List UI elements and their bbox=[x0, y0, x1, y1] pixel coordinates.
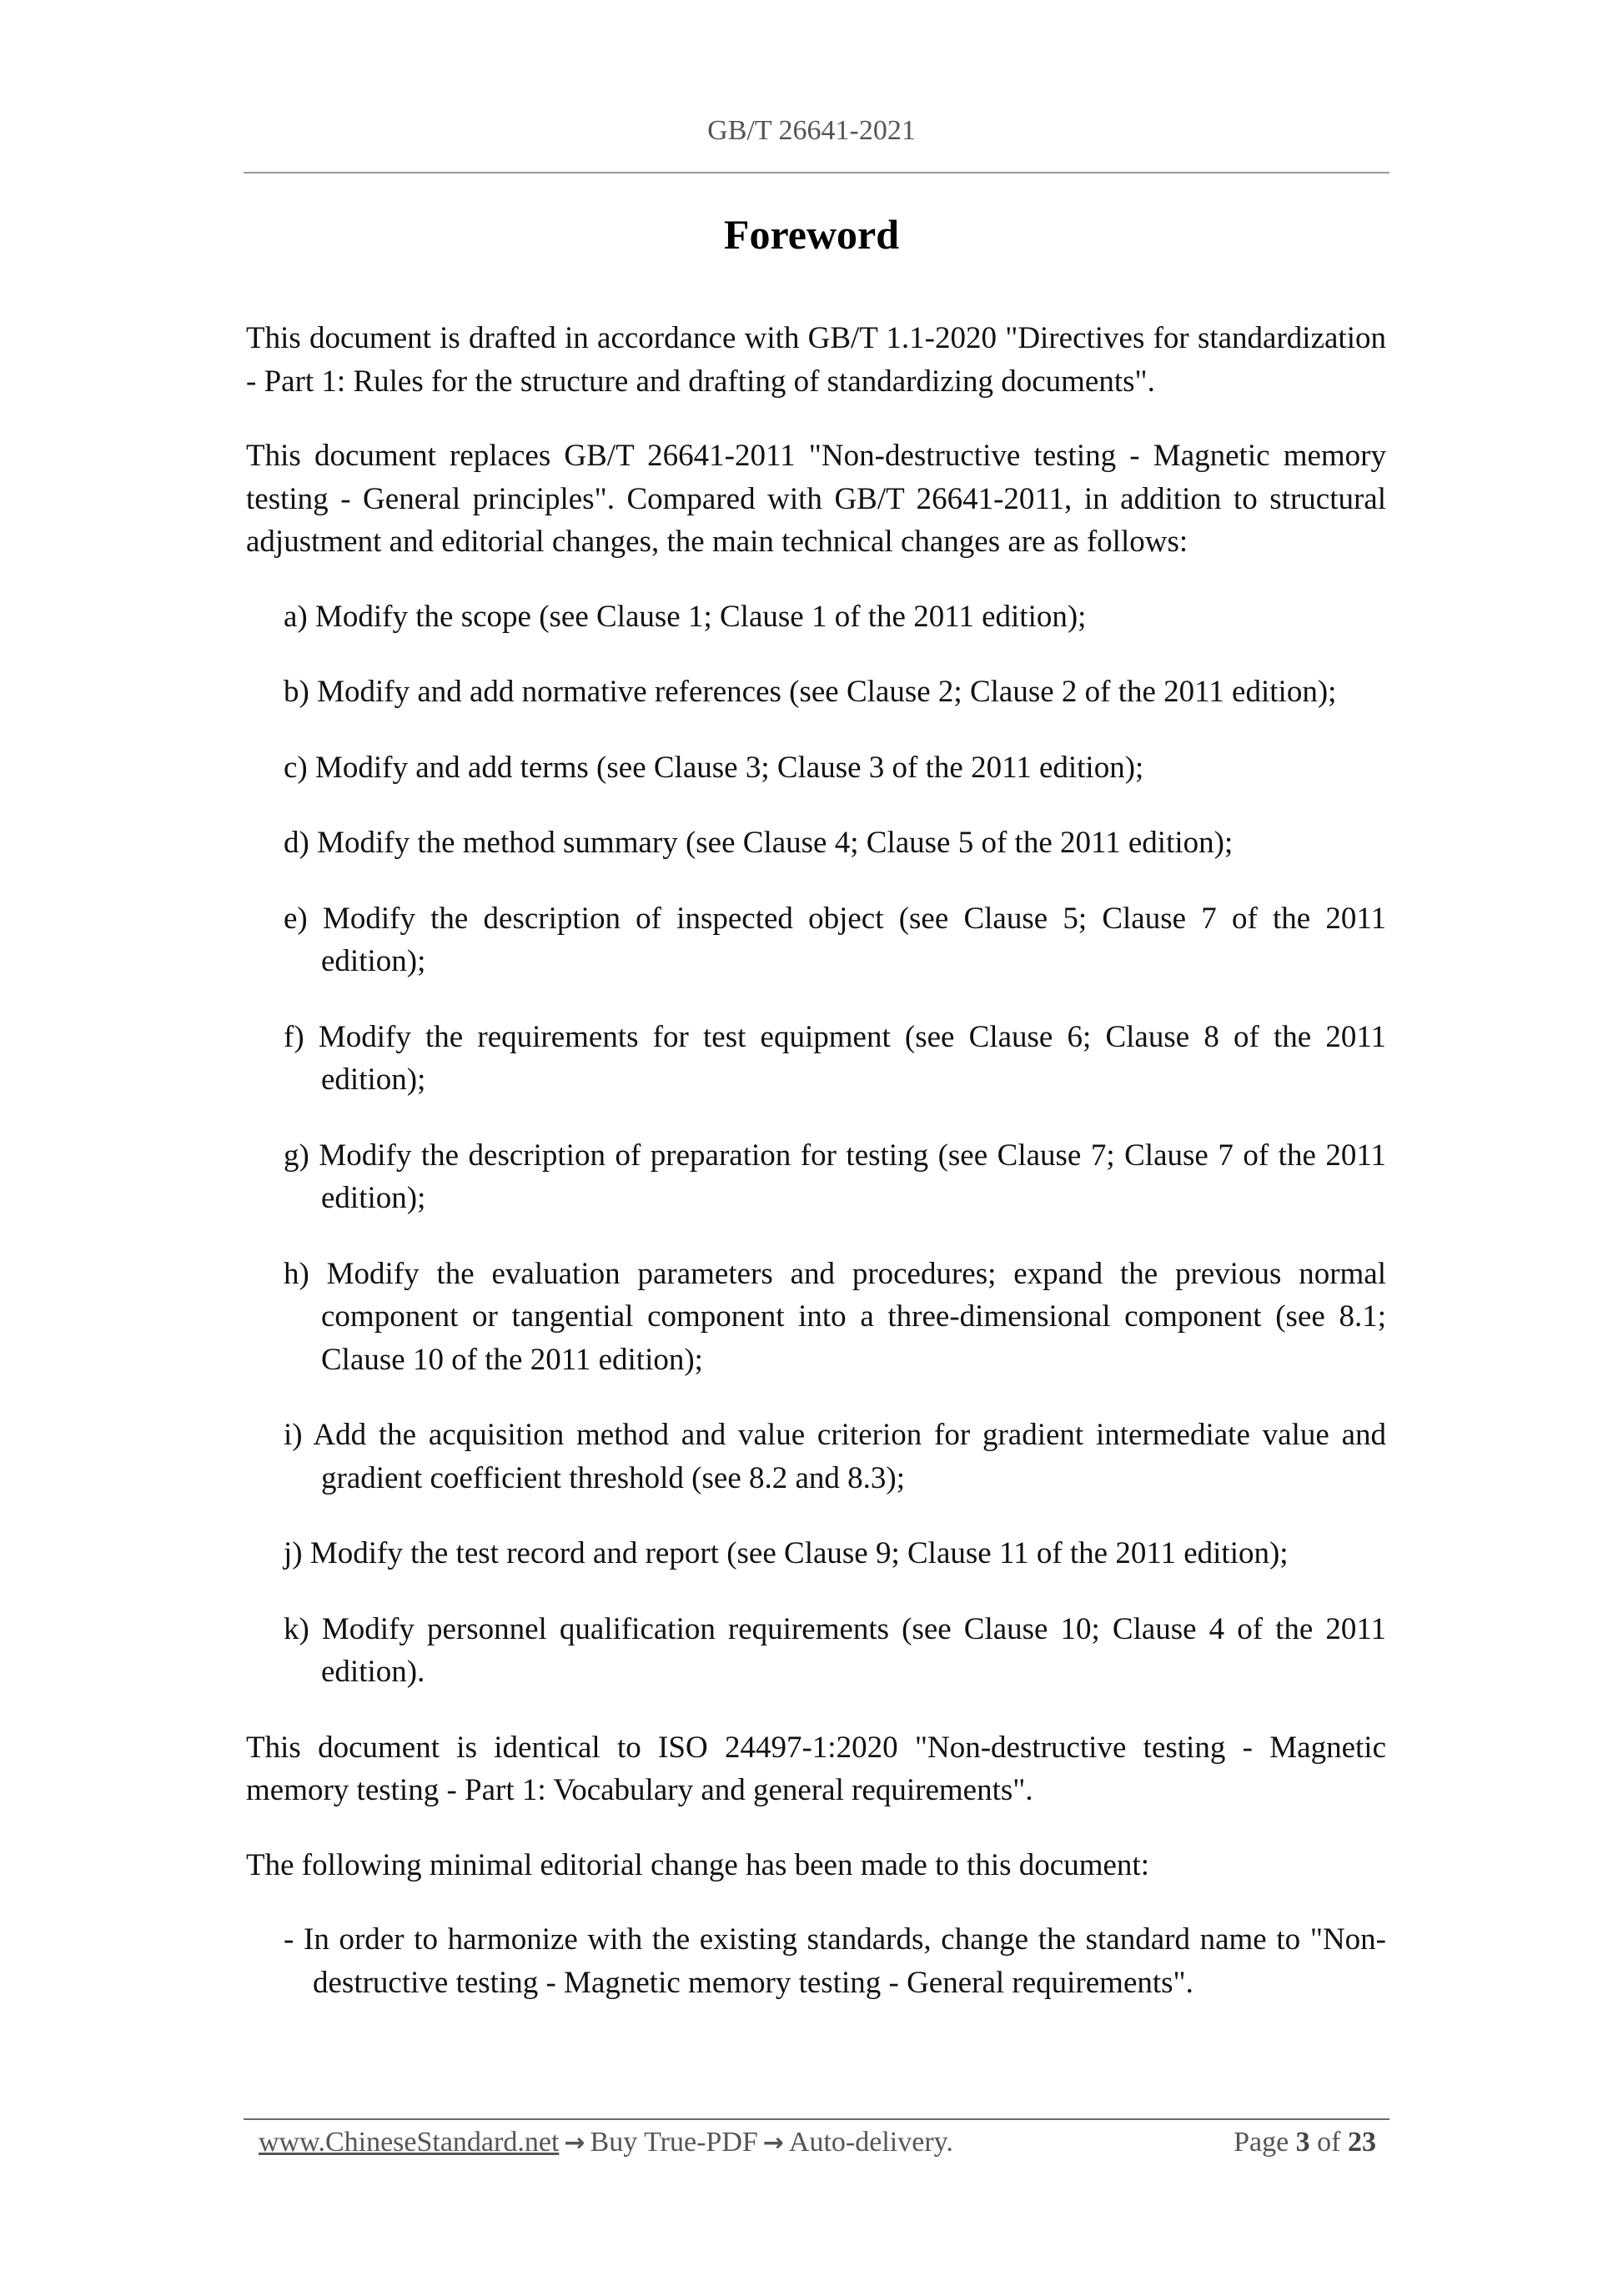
paragraph-iso-identity: This document is identical to ISO 24497-1:2020 "Non-destructive testing - Magnetic memory testing - Part 1: Vocabulary and general requirements". bbox=[246, 1730, 1386, 1807]
list-label: b) bbox=[284, 675, 309, 709]
list-item bbox=[246, 746, 1386, 790]
list-item bbox=[246, 1016, 1386, 1102]
page-total: 23 bbox=[1348, 2127, 1376, 2158]
footer-step-buy: Buy True-PDF bbox=[590, 2127, 758, 2158]
list-item bbox=[246, 821, 1386, 865]
dash-bullet: - bbox=[284, 1922, 294, 1957]
document-body bbox=[246, 317, 1386, 2036]
list-text: Modify the evaluation parameters and procedures; expand the previous normal component or tangential component into a three-dimensional component (see 8.1; Clause 10 of the 2011 edition); bbox=[321, 1256, 1386, 1377]
list-item bbox=[246, 1134, 1386, 1220]
list-label: h) bbox=[284, 1256, 309, 1291]
arrow-right-icon: → bbox=[762, 2128, 784, 2158]
page-current: 3 bbox=[1295, 2127, 1310, 2158]
paragraph-drafting-basis: This document is drafted in accordance with GB/T 1.1-2020 "Directives for standardization - Part 1: Rules for the structure and drafting of standardizing documents". bbox=[246, 321, 1386, 399]
list-text: Modify the scope (see Clause 1; Clause 1 of the 2011 edition); bbox=[315, 599, 1087, 634]
list-item bbox=[246, 1414, 1386, 1500]
page-title: Foreword bbox=[723, 211, 900, 258]
list-item bbox=[246, 1532, 1386, 1575]
list-text: Modify the description of inspected object (see Clause 5; Clause 7 of the 2011 edition); bbox=[321, 901, 1386, 978]
footer-promo bbox=[259, 2127, 953, 2158]
page-label: Page bbox=[1234, 2127, 1289, 2158]
list-label: f) bbox=[284, 1019, 304, 1054]
arrow-right-icon: → bbox=[564, 2128, 585, 2158]
paragraph-replacement-note: This document replaces GB/T 26641-2011 "Non-destructive testing - Magnetic memory testing - General principles". Compared with GB/T 26641-2011, in addition to structural adjustment and editorial changes, the main technical changes are as follows: bbox=[246, 439, 1386, 559]
list-text: Modify the method summary (see Clause 4; Clause 5 of the 2011 edition); bbox=[317, 826, 1234, 860]
list-text: Modify the requirements for test equipment (see Clause 6; Clause 8 of the 2011 edition); bbox=[318, 1019, 1386, 1097]
technical-changes-list bbox=[246, 595, 1386, 1694]
list-label: e) bbox=[284, 901, 308, 936]
page-footer bbox=[259, 2127, 1376, 2158]
list-label: d) bbox=[284, 826, 309, 860]
website-link[interactable]: www.ChineseStandard.net bbox=[259, 2127, 560, 2158]
running-header-doc-code: GB/T 26641-2021 bbox=[707, 115, 916, 146]
footer-step-delivery: Auto-delivery. bbox=[788, 2127, 953, 2158]
footer-divider bbox=[244, 2118, 1389, 2120]
page-of: of bbox=[1317, 2127, 1341, 2158]
editorial-changes-list bbox=[246, 1918, 1386, 2004]
list-label: j) bbox=[284, 1536, 303, 1570]
list-label: c) bbox=[284, 750, 308, 785]
list-item bbox=[246, 595, 1386, 639]
list-text: Modify the description of preparation for testing (see Clause 7; Clause 7 of the 2011 edition); bbox=[319, 1138, 1387, 1215]
list-text: Modify and add normative references (see Clause 2; Clause 2 of the 2011 edition); bbox=[317, 675, 1337, 709]
list-item bbox=[246, 1918, 1386, 2004]
header-divider bbox=[244, 172, 1389, 173]
list-item bbox=[246, 671, 1386, 714]
page-number bbox=[1234, 2127, 1376, 2158]
list-item bbox=[246, 897, 1386, 983]
list-label: g) bbox=[284, 1138, 309, 1173]
list-label: a) bbox=[284, 599, 308, 634]
list-text: Add the acquisition method and value criterion for gradient intermediate value and gradient coefficient threshold (see 8.2 and 8.3); bbox=[313, 1418, 1386, 1495]
list-label: k) bbox=[284, 1611, 309, 1646]
list-text: Modify the test record and report (see Clause 9; Clause 11 of the 2011 edition); bbox=[309, 1536, 1289, 1570]
list-label: i) bbox=[284, 1418, 303, 1452]
list-text: In order to harmonize with the existing standards, change the standard name to "Non-destructive testing - Magnetic memory testing - General requirements". bbox=[304, 1922, 1386, 2000]
list-text: Modify personnel qualification requirements (see Clause 10; Clause 4 of the 2011 edition). bbox=[321, 1611, 1387, 1689]
list-text: Modify and add terms (see Clause 3; Clause 3 of the 2011 edition); bbox=[315, 750, 1144, 785]
list-item bbox=[246, 1608, 1386, 1694]
paragraph-editorial-change-intro: The following minimal editorial change has been made to this document: bbox=[246, 1847, 1149, 1882]
list-item bbox=[246, 1253, 1386, 1382]
